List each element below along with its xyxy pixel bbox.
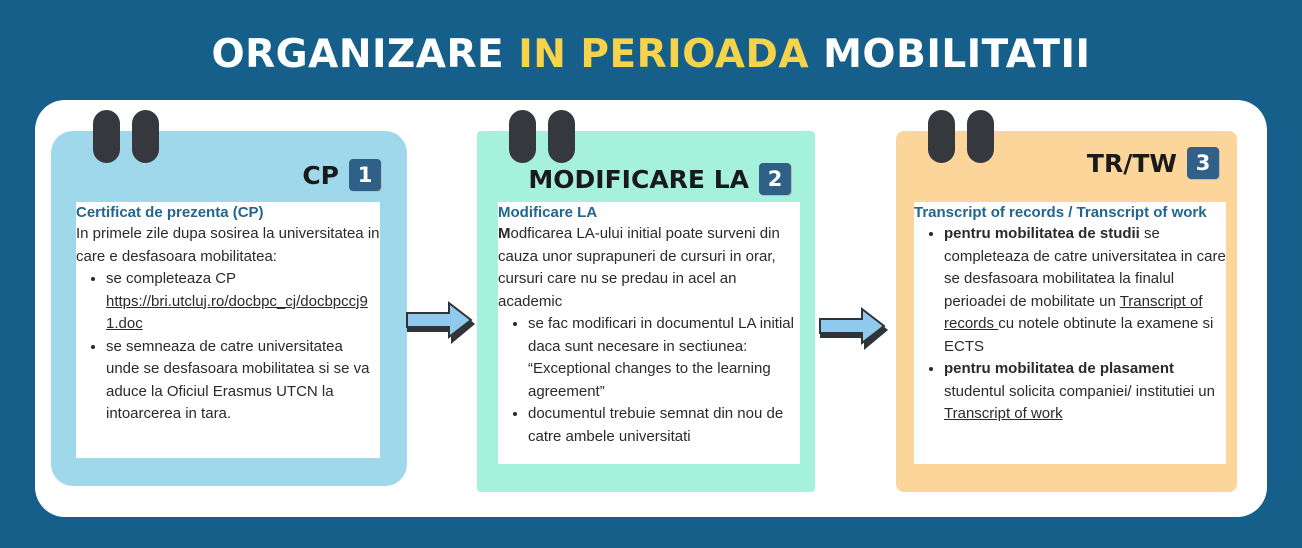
bullet-text: se completeaza de catre universitatea in care se desfasoara mobilitatea la finalul perioadei de mobilitate un: [944, 225, 1226, 310]
binder-tab: [132, 110, 159, 163]
list-item: • se fac modificari in documentul LA initial daca sunt necesare in sectiunea: “Exceptional changes to the learning agreement”: [528, 313, 800, 403]
title-part-3: MOBILITATII: [809, 32, 1091, 77]
transcript-of-records-link[interactable]: Transcript of records: [944, 292, 1203, 332]
card-number-badge: 3: [1187, 147, 1219, 179]
bullet-bold: pentru mobilitatea de plasament: [944, 360, 1175, 377]
binder-tab: [509, 110, 536, 163]
card-intro: [498, 223, 800, 313]
binder-tab: [548, 110, 575, 163]
binder-tab: [967, 110, 994, 163]
card-subtitle: Transcript of records / Transcript of work: [914, 204, 1207, 221]
binder-tabs: [93, 110, 159, 163]
binder-tab: [93, 110, 120, 163]
bullet-text-end: cu notele obtinute la examene si ECTS: [944, 315, 1214, 355]
card-cp-content: [76, 202, 380, 458]
card-modificare-content: [498, 202, 800, 464]
binder-tab: [928, 110, 955, 163]
arrow-right-icon: [818, 304, 890, 352]
arrow-right-icon: [405, 298, 477, 346]
title-part-1: ORGANIZARE: [211, 32, 519, 77]
bullet-text: se completeaza CP: [106, 270, 237, 287]
card-title: MODIFICARE LA: [528, 164, 749, 194]
card-header: [302, 159, 381, 191]
card-header: [1087, 147, 1219, 179]
intro-initial: M: [498, 225, 511, 242]
intro-text: odficarea LA-ului initial poate surveni din cauza unor suprapuneri de cursuri in orar, cursuri care nu se predau in acel an academic: [498, 225, 780, 310]
transcript-of-work-link[interactable]: Transcript of work: [944, 405, 1063, 422]
binder-tabs: [928, 110, 994, 163]
card-number-badge: 2: [759, 163, 791, 195]
card-title: TR/TW: [1086, 148, 1177, 178]
card-title: CP: [302, 160, 339, 190]
list-item: [944, 223, 1226, 358]
card-bullet-list: [76, 268, 380, 426]
page-title: [0, 30, 1302, 80]
list-item: [106, 268, 380, 336]
binder-tabs: [509, 110, 575, 163]
card-bullet-list: [914, 223, 1226, 426]
card-number-badge: 1: [349, 159, 381, 191]
card-subtitle: Modificare LA: [498, 204, 598, 221]
card-header: [528, 163, 791, 195]
card-tr-tw-content: [914, 202, 1226, 464]
card-bullet-list: [498, 313, 800, 448]
bullet-bold: pentru mobilitatea de studii: [944, 225, 1140, 242]
cp-document-link[interactable]: https://bri.utcluj.ro/docbpc_cj/docbpccj91.doc: [106, 292, 368, 332]
list-item: • documentul trebuie semnat din nou de catre ambele universitati: [528, 403, 800, 448]
bullet-text: studentul solicita companiei/ institutiei un: [944, 382, 1215, 400]
list-item: [944, 358, 1226, 426]
card-subtitle: Certificat de prezenta (CP): [76, 204, 264, 221]
title-highlight: IN PERIOADA: [518, 32, 810, 77]
list-item: • se semneaza de catre universitatea unde se desfasoara mobilitatea si se va aduce la Oficiul Erasmus UTCN la intoarcerea in tara.: [106, 336, 380, 426]
card-intro: In primele zile dupa sosirea la universitatea in care e desfasoara mobilitatea:: [76, 225, 380, 265]
